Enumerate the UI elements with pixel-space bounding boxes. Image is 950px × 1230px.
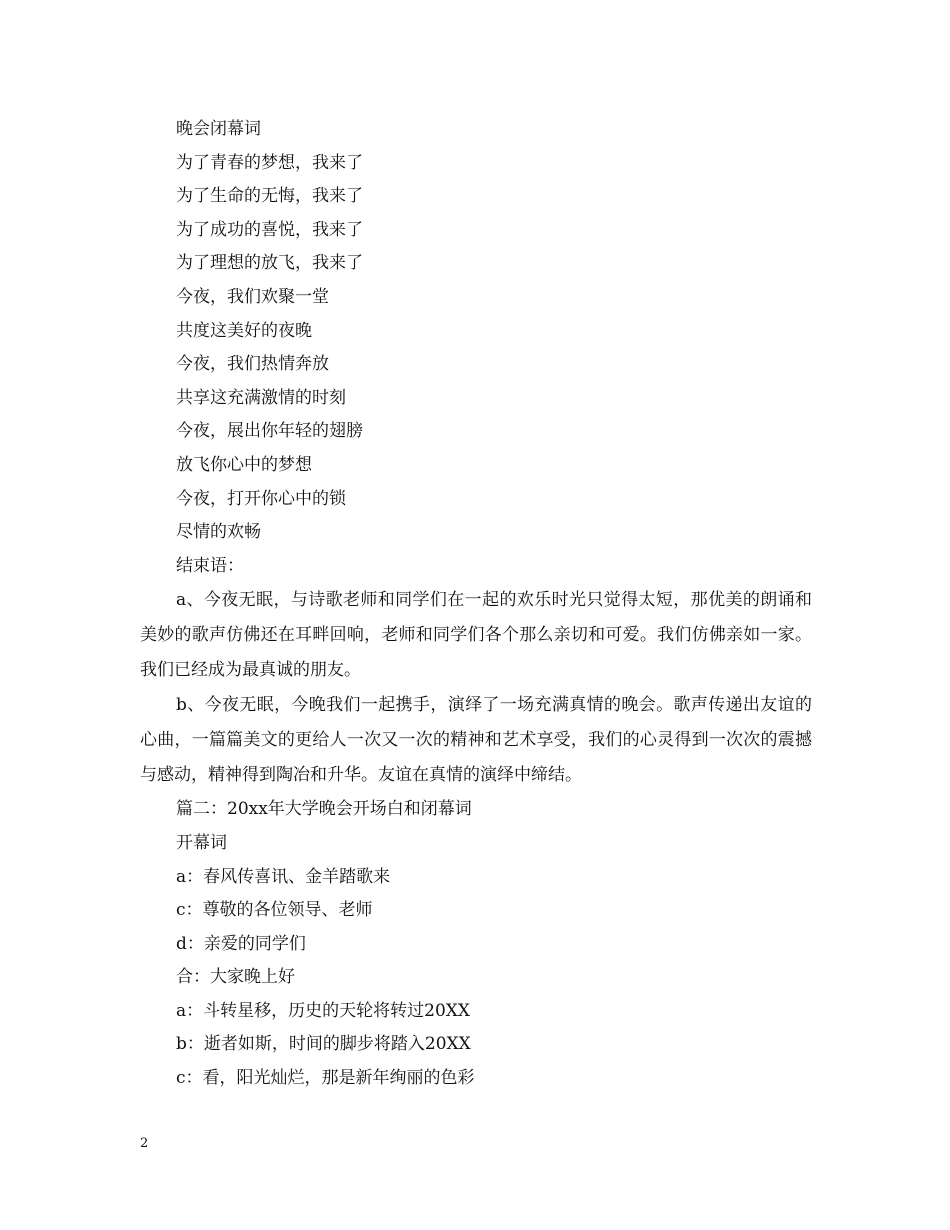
text-line: 为了成功的喜悦，我来了 — [176, 219, 363, 240]
text-line: d：亲爱的同学们 — [176, 933, 306, 954]
section-title: 篇二：20xx年大学晚会开场白和闭幕词 — [176, 799, 472, 820]
text-line: 为了青春的梦想，我来了 — [176, 152, 363, 173]
paragraph-a: a、今夜无眠，与诗歌老师和同学们在一起的欢乐时光只觉得太短，那优美的朗诵和美妙的歌声仿佛还在耳畔回响，老师和同学们各个那么亲切和可爱。我们仿佛亲如一家。我们已经成为最真诚的朋友。 — [140, 590, 812, 681]
text-line: 共度这美好的夜晚 — [176, 320, 312, 341]
text-line: 放飞你心中的梦想 — [176, 454, 312, 475]
text-line: 为了生命的无悔，我来了 — [176, 186, 363, 207]
text-line: a：春风传喜讯、金羊踏歌来 — [176, 866, 391, 887]
text-line: 合：大家晚上好 — [176, 967, 295, 988]
text-line: a：斗转星移，历史的天轮将转过20XX — [176, 1000, 470, 1021]
text-line: 今夜，我们欢聚一堂 — [176, 286, 329, 307]
text-line: 共享这充满激情的时刻 — [176, 387, 346, 408]
text-line: 尽情的欢畅 — [176, 522, 261, 543]
text-line: b：逝者如斯，时间的脚步将踏入20XX — [176, 1034, 471, 1055]
text-line: c：尊敬的各位领导、老师 — [176, 900, 373, 921]
document-body — [140, 113, 812, 1096]
heading-opening-speech: 开幕词 — [176, 832, 227, 853]
paragraph-b: b、今夜无眠，今晚我们一起携手，演绎了一场充满真情的晚会。歌声传递出友谊的心曲，一篇篇美文的更给人一次又一次的精神和艺术享受，我们的心灵得到一次次的震撼与感动，精神得到陶冶和升华。友谊在真情的演绎中缔结。 — [140, 695, 812, 786]
heading-ending-words: 结束语： — [176, 555, 244, 576]
text-line: 今夜，展出你年轻的翅膀 — [176, 421, 363, 442]
text-line: 今夜，我们热情奔放 — [176, 354, 329, 375]
page-number: 2 — [140, 1136, 149, 1151]
text-line: c：看，阳光灿烂，那是新年绚丽的色彩 — [176, 1068, 475, 1089]
heading-closing-speech: 晚会闭幕词 — [176, 119, 261, 139]
text-line: 为了理想的放飞，我来了 — [176, 253, 363, 274]
text-line: 今夜，打开你心中的锁 — [176, 488, 346, 509]
